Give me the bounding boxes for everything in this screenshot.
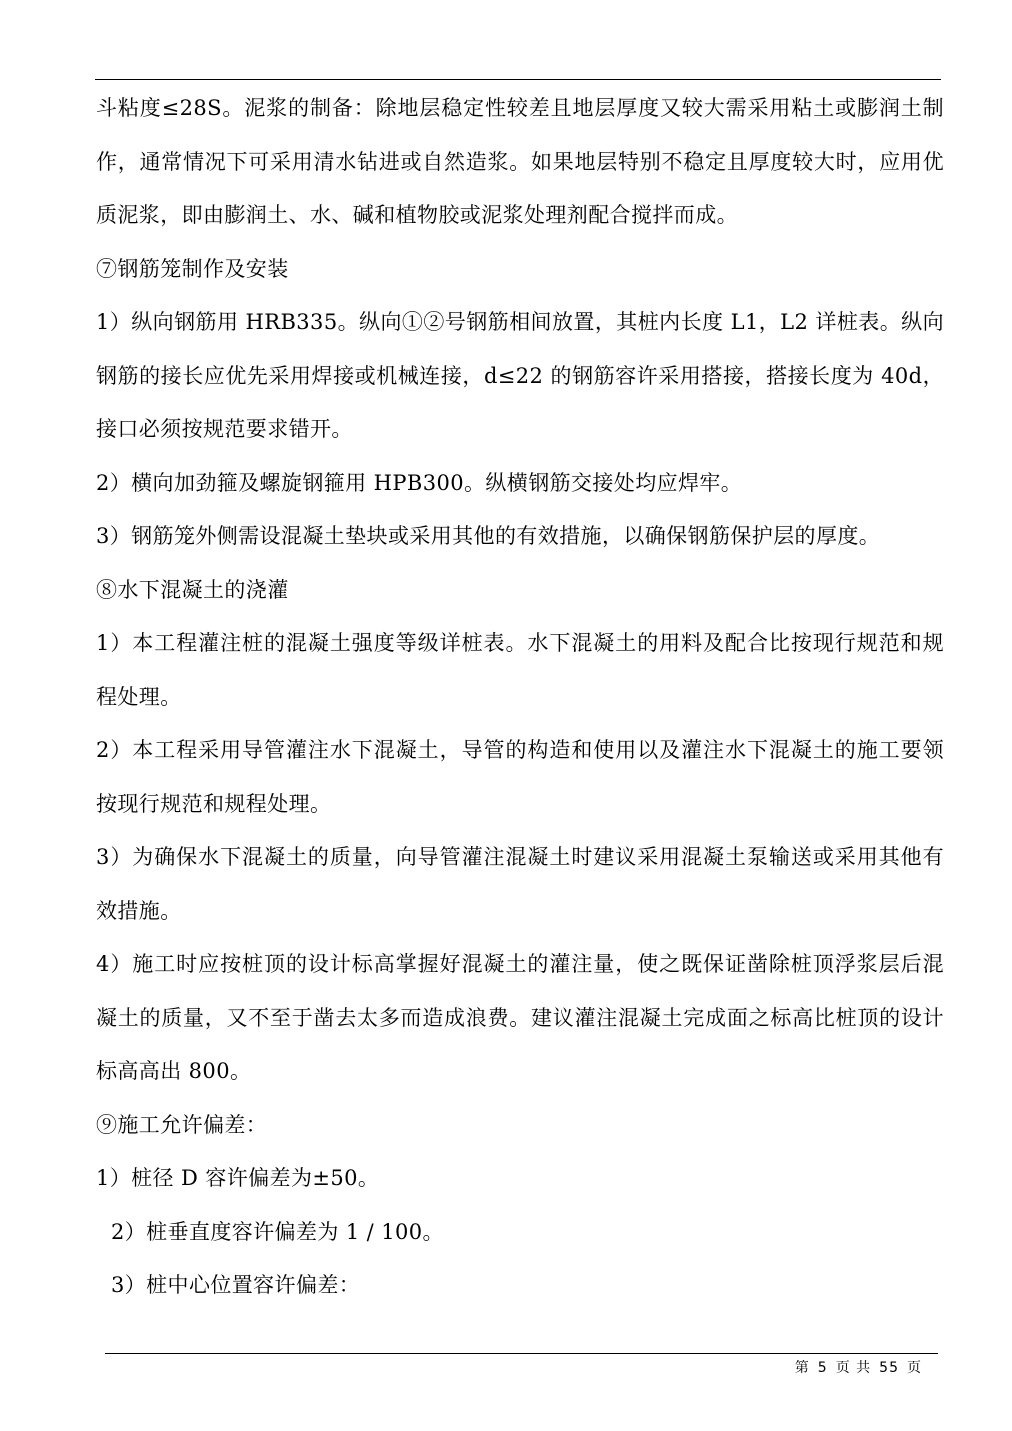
- paragraph-rebar-2: 2）横向加劲箍及螺旋钢箍用 HPB300。纵横钢筋交接处均应焊牢。: [96, 470, 743, 495]
- page-total: 55: [879, 1360, 899, 1376]
- paragraph-mud-viscosity: 斗粘度≤28S。泥浆的制备：除地层稳定性较差且地层厚度又较大需采用粘土或膨润土制作，通常情况下可采用清水钻进或自然造浆。如果地层特别不稳定且厚度较大时，应用优质泥浆，即由膨润土、水、碱和植物胶或泥浆处理剂配合搅拌而成。: [96, 96, 944, 227]
- paragraph-concrete-2: 2）本工程采用导管灌注水下混凝土，导管的构造和使用以及灌注水下混凝土的施工要领按现行规范和规程处理。: [96, 738, 944, 816]
- paragraph-tolerance-2: 2）桩垂直度容许偏差为 1 / 100。: [111, 1219, 444, 1244]
- heading-rebar-cage: ⑦钢筋笼制作及安装: [96, 256, 289, 281]
- paragraph-rebar-3: 3）钢筋笼外侧需设混凝土垫块或采用其他的有效措施，以确保钢筋保护层的厚度。: [96, 524, 881, 548]
- paragraph-concrete-4: 4）施工时应按桩顶的设计标高掌握好混凝土的灌注量，使之既保证凿除桩顶浮浆层后混凝土的质量，又不至于凿去太多而造成浪费。建议灌注混凝土完成面之标高比桩顶的设计标高高出 800。: [96, 952, 944, 1083]
- footer-middle: 页 共: [835, 1360, 872, 1376]
- paragraph-concrete-1: 1）本工程灌注桩的混凝土强度等级详桩表。水下混凝土的用料及配合比按现行规范和规程处理。: [96, 631, 944, 709]
- paragraph-concrete-3: 3）为确保水下混凝土的质量，向导管灌注混凝土时建议采用混凝土泵输送或采用其他有效措施。: [96, 845, 944, 923]
- footer-prefix: 第: [794, 1360, 810, 1376]
- page-footer: [791, 1357, 926, 1377]
- paragraph-tolerance-1: 1）桩径 D 容许偏差为±50。: [96, 1166, 380, 1190]
- footer-suffix: 页: [907, 1360, 922, 1376]
- paragraph-rebar-1: 1）纵向钢筋用 HRB335。纵向①②号钢筋相间放置，其桩内长度 L1，L2 详桩表。纵向钢筋的接长应优先采用焊接或机械连接，d≤22 的钢筋容许采用搭接，搭接长度为 40d，接口必须按规范要求错开。: [96, 310, 944, 441]
- page-number: 5: [817, 1360, 828, 1376]
- heading-tolerance: ⑨施工允许偏差：: [96, 1112, 268, 1137]
- heading-underwater-concrete: ⑧水下混凝土的浇灌: [96, 577, 289, 602]
- footer-rule: [105, 1353, 938, 1354]
- paragraph-tolerance-3: 3）桩中心位置容许偏差：: [111, 1273, 361, 1297]
- header-rule: [95, 79, 941, 80]
- document-body: [96, 82, 944, 1313]
